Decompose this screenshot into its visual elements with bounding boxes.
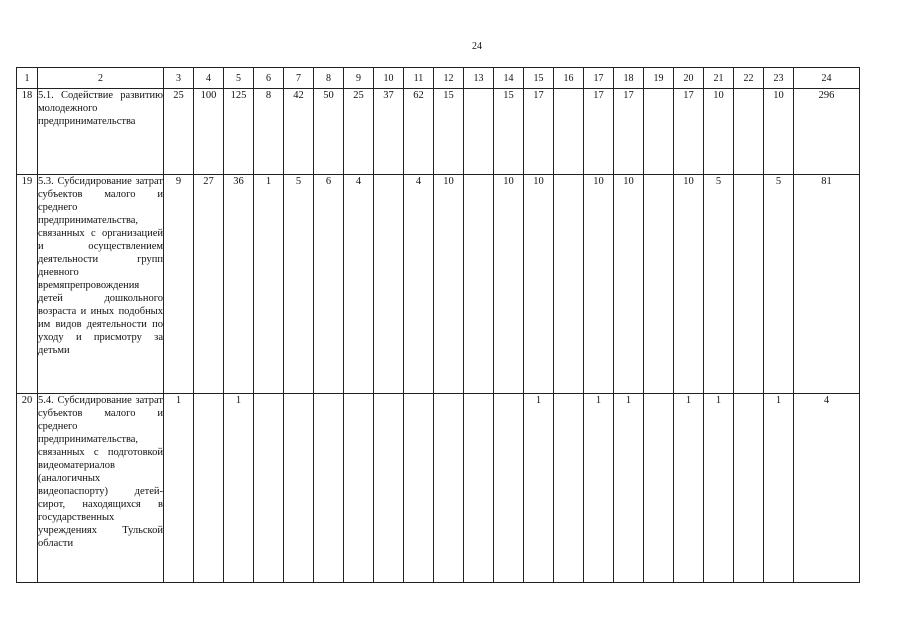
- column-header: 4: [194, 68, 224, 89]
- table-cell: 1: [254, 175, 284, 394]
- table-cell: 17: [524, 89, 554, 175]
- column-header: 16: [554, 68, 584, 89]
- table-row: [17, 89, 860, 175]
- row-number: 18: [17, 89, 38, 175]
- column-header: 10: [374, 68, 404, 89]
- table-cell: [314, 394, 344, 583]
- row-description: 5.4. Субсидирование затрат субъектов малого и среднего предпринимательства, связанных с подготовкой видеоматериалов (аналогичных видеопаспорту) детей-сирот, находящихся в государственных учреждениях Тульской области: [38, 394, 164, 583]
- table-cell: 10: [494, 175, 524, 394]
- column-header: 7: [284, 68, 314, 89]
- table-cell: 27: [194, 175, 224, 394]
- column-header: 24: [794, 68, 860, 89]
- table-cell: 10: [674, 175, 704, 394]
- table-cell: [554, 89, 584, 175]
- column-header: 3: [164, 68, 194, 89]
- column-header: 5: [224, 68, 254, 89]
- table-cell: 4: [344, 175, 374, 394]
- table-cell: [374, 175, 404, 394]
- table-cell: [644, 394, 674, 583]
- table-cell: 5: [764, 175, 794, 394]
- table-cell: 36: [224, 175, 254, 394]
- table-cell: 10: [434, 175, 464, 394]
- column-header: 6: [254, 68, 284, 89]
- table-cell: [734, 175, 764, 394]
- table-cell: 15: [434, 89, 464, 175]
- row-number: 20: [17, 394, 38, 583]
- table-cell: 50: [314, 89, 344, 175]
- table-cell: 1: [584, 394, 614, 583]
- column-header: 1: [17, 68, 38, 89]
- table-cell: 15: [494, 89, 524, 175]
- table-cell: 125: [224, 89, 254, 175]
- table-cell: 296: [794, 89, 860, 175]
- table-cell: 5: [704, 175, 734, 394]
- column-header: 9: [344, 68, 374, 89]
- column-header: 12: [434, 68, 464, 89]
- table-cell: 10: [524, 175, 554, 394]
- table-cell: 6: [314, 175, 344, 394]
- data-table: [16, 67, 860, 583]
- table-cell: 8: [254, 89, 284, 175]
- table-row: [17, 394, 860, 583]
- table-cell: 25: [164, 89, 194, 175]
- column-header: 13: [464, 68, 494, 89]
- column-header: 18: [614, 68, 644, 89]
- table-cell: [344, 394, 374, 583]
- table-cell: 10: [704, 89, 734, 175]
- table-cell: 42: [284, 89, 314, 175]
- table-cell: [644, 175, 674, 394]
- table-cell: 17: [584, 89, 614, 175]
- table-cell: [254, 394, 284, 583]
- column-header: 22: [734, 68, 764, 89]
- table-cell: [734, 89, 764, 175]
- table-cell: 5: [284, 175, 314, 394]
- column-header: 19: [644, 68, 674, 89]
- table-cell: 1: [674, 394, 704, 583]
- table-cell: 9: [164, 175, 194, 394]
- column-header: 2: [38, 68, 164, 89]
- table-cell: 100: [194, 89, 224, 175]
- table-row: [17, 175, 860, 394]
- row-description: 5.1. Содействие развитию молодежного предпринимательства: [38, 89, 164, 175]
- table-cell: 1: [704, 394, 734, 583]
- table-cell: [464, 89, 494, 175]
- table-cell: [644, 89, 674, 175]
- table-cell: 4: [404, 175, 434, 394]
- table-cell: 37: [374, 89, 404, 175]
- table-cell: [284, 394, 314, 583]
- table-cell: 17: [674, 89, 704, 175]
- column-header: 15: [524, 68, 554, 89]
- column-header: 17: [584, 68, 614, 89]
- row-number: 19: [17, 175, 38, 394]
- column-header: 23: [764, 68, 794, 89]
- column-header: 20: [674, 68, 704, 89]
- table-cell: [374, 394, 404, 583]
- table-cell: [434, 394, 464, 583]
- column-header: 21: [704, 68, 734, 89]
- column-header: 8: [314, 68, 344, 89]
- table-cell: [734, 394, 764, 583]
- table-cell: 10: [614, 175, 644, 394]
- table-cell: 1: [614, 394, 644, 583]
- table-cell: 17: [614, 89, 644, 175]
- table-cell: [464, 175, 494, 394]
- table-cell: 25: [344, 89, 374, 175]
- column-header: 14: [494, 68, 524, 89]
- table-cell: 4: [794, 394, 860, 583]
- table-cell: 10: [584, 175, 614, 394]
- table-cell: 1: [524, 394, 554, 583]
- column-header: 11: [404, 68, 434, 89]
- row-description: 5.3. Субсидирование затрат субъектов малого и среднего предпринимательства, связанных с организацией и осуществлением деятельности групп дневного времяпрепровождения детей дошкольного возраста и иных подобных им видов деятельности по уходу и присмотру за детьми: [38, 175, 164, 394]
- table-cell: [194, 394, 224, 583]
- page-number: 24: [472, 41, 482, 52]
- table-cell: 81: [794, 175, 860, 394]
- table-cell: [554, 394, 584, 583]
- table-cell: 10: [764, 89, 794, 175]
- header-row: [17, 68, 860, 89]
- table-cell: [464, 394, 494, 583]
- table-cell: [554, 175, 584, 394]
- table-cell: 1: [164, 394, 194, 583]
- table-cell: [404, 394, 434, 583]
- table-cell: 62: [404, 89, 434, 175]
- table-cell: 1: [764, 394, 794, 583]
- table-cell: 1: [224, 394, 254, 583]
- table-cell: [494, 394, 524, 583]
